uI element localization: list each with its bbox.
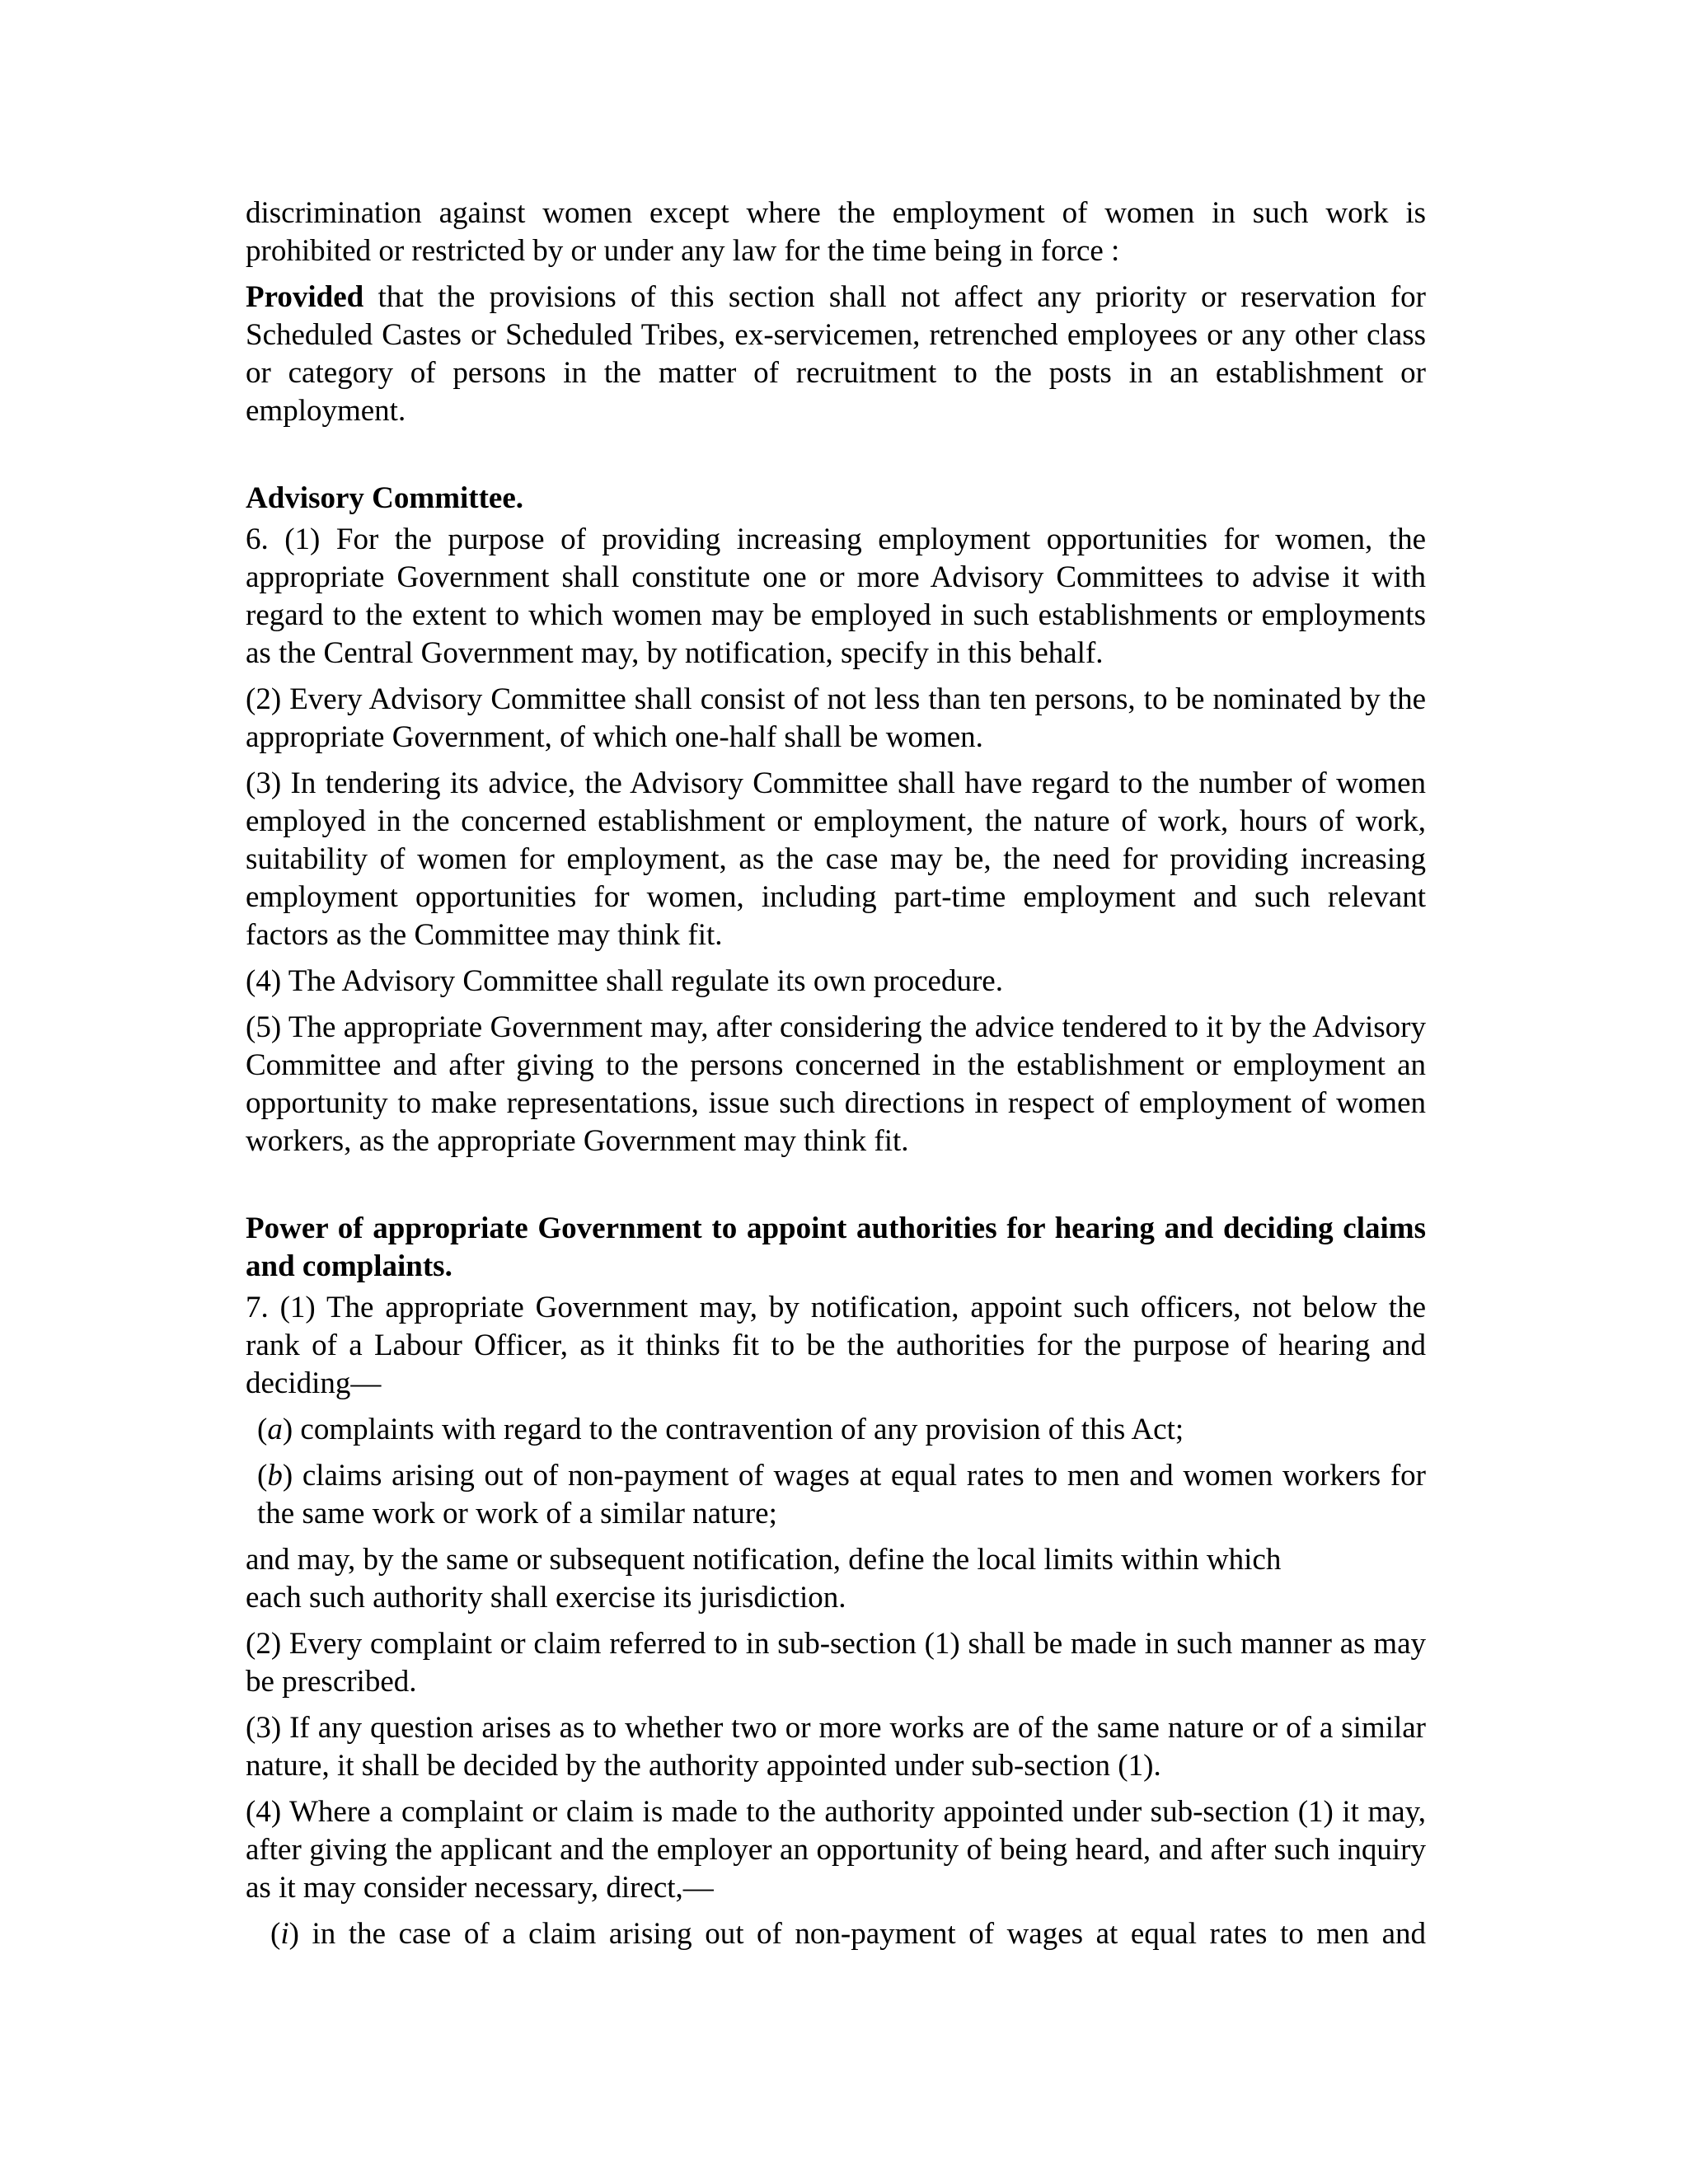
section-7-clause-i <box>246 1915 1426 1953</box>
clause-b-open: ( <box>257 1459 268 1493</box>
section-7-subsection-1: 7. (1) The appropriate Government may, by notification, appoint such officers, not below the rank of a Labour Officer, as it thinks fit to be the authorities for the purpose of hearing and deciding— <box>246 1291 1426 1400</box>
clause-a-open: ( <box>257 1413 268 1446</box>
section-6-subsection-5: (5) The appropriate Government may, after considering the advice tendered to it by the Advisory Committee and after giving to the persons concerned in the establishment or employment an opportunity to make representations, issue such directions in respect of employment of women workers, as the appropriate Government may think fit. <box>246 1010 1426 1158</box>
section-7-subsection-3: (3) If any question arises as to whether two or more works are of the same nature or of a similar nature, it shall be decided by the authority appointed under sub-section (1). <box>246 1711 1426 1783</box>
clause-i-open: ( <box>270 1917 281 1951</box>
clause-b-text: ) claims arising out of non-payment of wages at equal rates to men and women workers for the same work or work of a similar nature; <box>257 1459 1426 1530</box>
clause-a-letter: a <box>267 1413 283 1446</box>
section-6-subsection-1: 6. (1) For the purpose of providing increasing employment opportunities for women, the appropriate Government shall constitute one or more Advisory Committees to advise it with regard to the extent to which women may be employed in such establishments or employments as the Central Government may, by notification, specify in this behalf. <box>246 523 1426 670</box>
after-clauses-line-1: and may, by the same or subsequent notification, define the local limits within which <box>246 1543 1282 1577</box>
section-5-continuation: discrimination against women except where the employment of women in such work is prohibited or restricted by or under any law for the time being in force : <box>246 196 1426 268</box>
section-6-heading: Advisory Committee. <box>246 481 524 515</box>
section-6-subsection-3: (3) In tendering its advice, the Advisory Committee shall have regard to the number of women employed in the concerned establishment or employment, the nature of work, hours of work, suitability of women for employment, as the case may be, the need for providing increasing employment opportunities for women, including part-time employment and such relevant factors as the Committee may think fit. <box>246 766 1426 952</box>
section-5-proviso <box>246 279 1426 430</box>
clause-i-text: ) in the case of a claim arising out of non-payment of wages at equal rates to men and <box>288 1917 1426 1951</box>
clause-i-letter: i <box>280 1917 289 1951</box>
section-7-clause-a <box>246 1411 1426 1449</box>
section-7-subsection-4: (4) Where a complaint or claim is made to the authority appointed under sub-section (1) it may, after giving the applicant and the employer an opportunity of being heard, and after such inquiry as it may consider necessary, direct,— <box>246 1795 1426 1905</box>
document-page <box>246 194 1426 1961</box>
proviso-text: that the provisions of this section shall not affect any priority or reservation for Scheduled Castes or Scheduled Tribes, ex-servicemen, retrenched employees or any other class or category of persons in the matter of recruitment to the posts in an establishment or employment. <box>246 280 1426 428</box>
section-7-subsection-2: (2) Every complaint or claim referred to in sub-section (1) shall be made in such manner as may be prescribed. <box>246 1627 1426 1699</box>
clause-a-text: ) complaints with regard to the contravention of any provision of this Act; <box>282 1413 1184 1446</box>
section-7-heading: Power of appropriate Government to appoint authorities for hearing and deciding claims and complaints. <box>246 1212 1426 1283</box>
section-6-subsection-2: (2) Every Advisory Committee shall consist of not less than ten persons, to be nominated by the appropriate Government, of which one-half shall be women. <box>246 682 1426 754</box>
section-6-subsection-4: (4) The Advisory Committee shall regulate its own procedure. <box>246 964 1003 998</box>
after-clauses-line-2: each such authority shall exercise its jurisdiction. <box>246 1581 846 1615</box>
section-7-after-clauses <box>246 1541 1426 1617</box>
clause-b-letter: b <box>267 1459 283 1493</box>
section-7-clause-b <box>246 1457 1426 1533</box>
proviso-label: Provided <box>246 280 364 314</box>
